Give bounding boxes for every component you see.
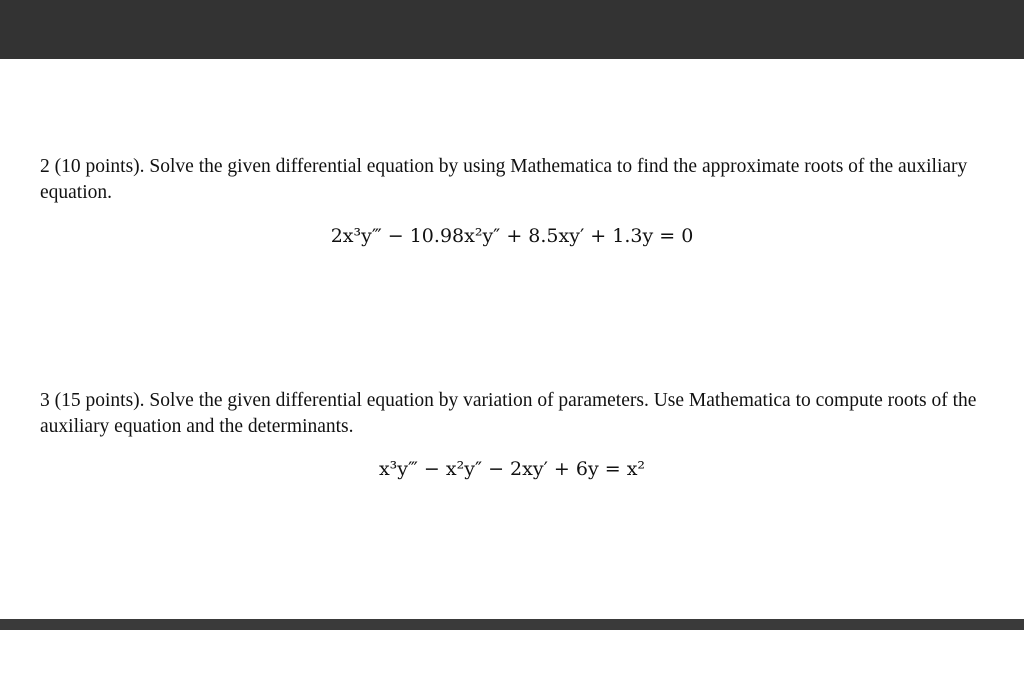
top-frame-bar (0, 0, 1024, 59)
problem-3-equation-text: x³y‴ − x²y″ − 2xy′ + 6y = x² (378, 458, 646, 480)
problem-2-equation (0, 224, 1024, 248)
problem-2-equation-text: 2x³y‴ − 10.98x²y″ + 8.5xy′ + 1.3y = 0 (330, 225, 694, 247)
problem-3-text: 3 (15 points). Solve the given differential equation by variation of parameters. Use Mathematica to compute roots of the auxiliary equation and the determinants. (40, 390, 977, 437)
bottom-frame-bar (0, 619, 1024, 630)
problem-3-equation (0, 457, 1024, 481)
problem-2-text: 2 (10 points). Solve the given differential equation by using Mathematica to find the approximate roots of the auxiliary equation. (40, 156, 968, 203)
